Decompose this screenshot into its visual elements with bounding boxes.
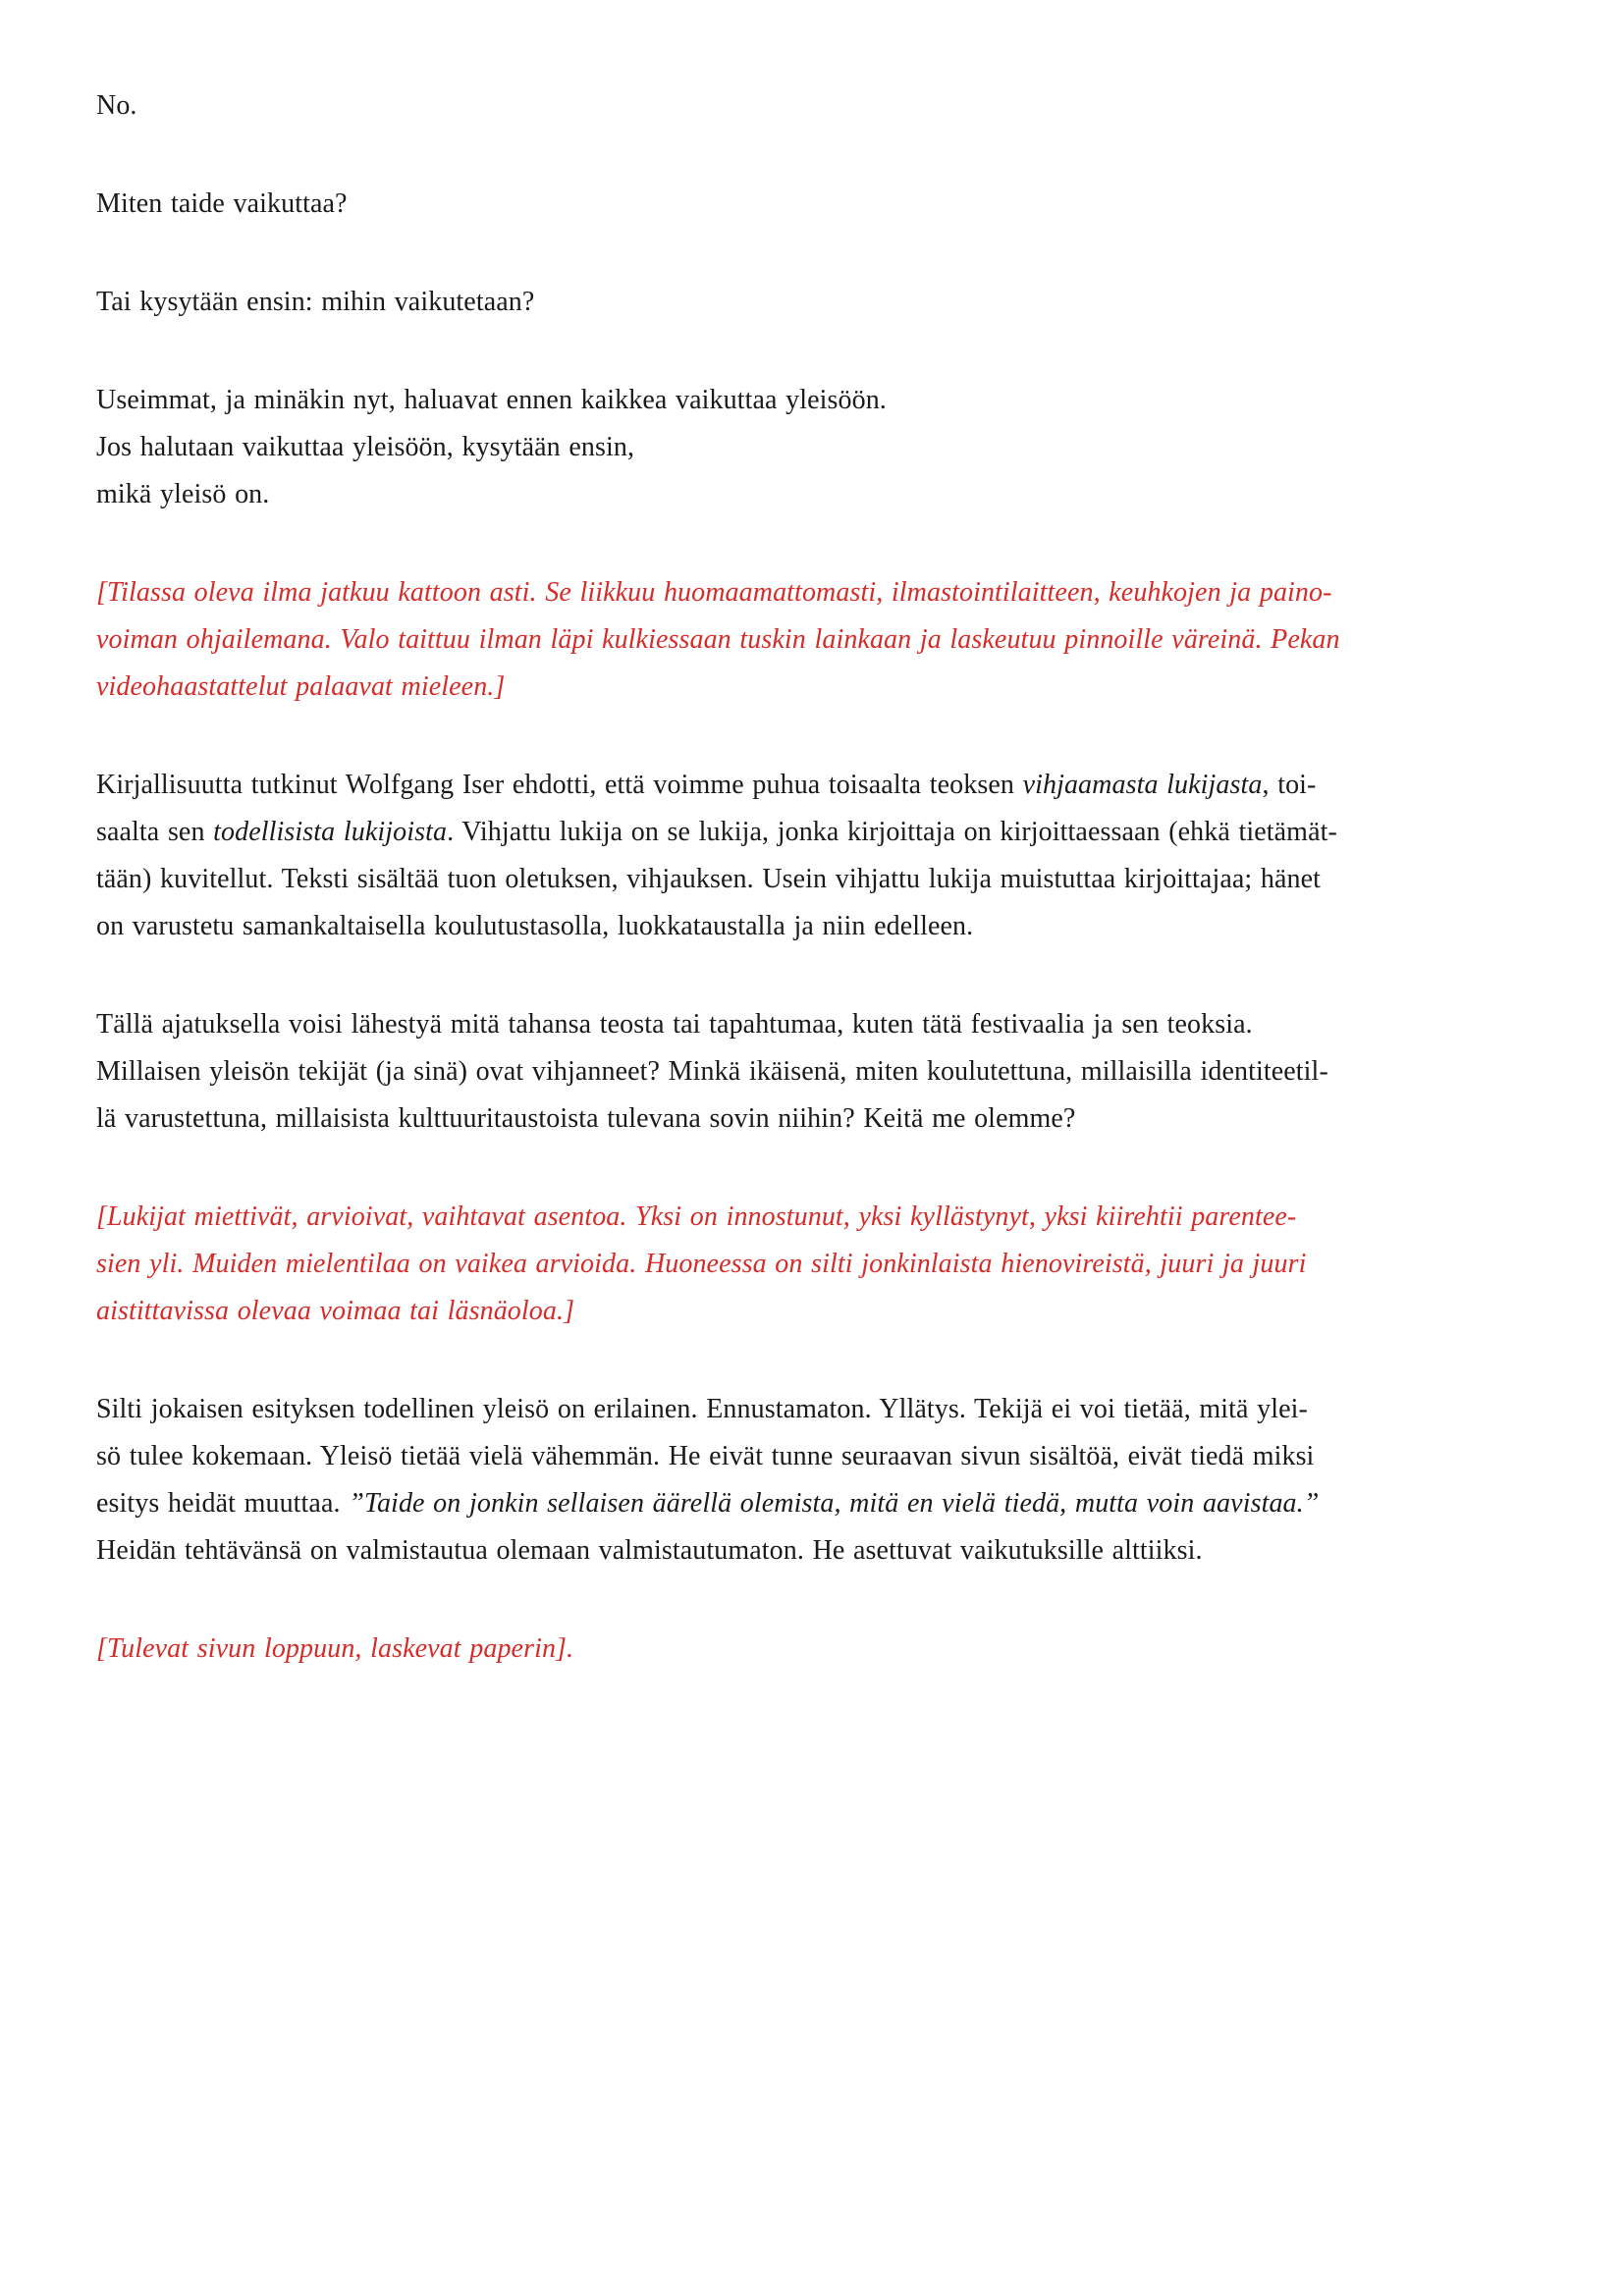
implied-audience-paragraph (96, 1001, 1532, 1143)
text-run: [Lukijat miettivät, arvioivat, vaihtavat asentoa. Yksi on innostunut, yksi kyllästynyt, yksi kiirehtii parentee- (96, 1201, 1297, 1232)
text-run: Heidän tehtävänsä on valmistautua olemaan valmistautumaton. He asettuvat vaikutuksille alttiiksi. (96, 1535, 1203, 1566)
text-run: aistittavissa olevaa voimaa tai läsnäoloa.] (96, 1296, 575, 1326)
text-run: , toi- (1262, 770, 1317, 800)
text-run: lä varustettuna, millaisista kulttuuritaustoista tulevana sovin niihin? Keitä me olemme? (96, 1103, 1076, 1134)
intro-paragraph (96, 377, 1532, 518)
real-audience-paragraph (96, 1386, 1532, 1575)
text-run: [Tulevat sivun loppuun, laskevat paperin]. (96, 1633, 574, 1664)
text-run: esitys heidät muuttaa. (96, 1488, 350, 1519)
question-line-2 (96, 279, 1532, 326)
stage-direction-1 (96, 569, 1532, 711)
text-run: sien yli. Muiden mielentilaa on vaikea arvioida. Huoneessa on silti jonkinlaista hienovireistä, juuri ja juuri (96, 1249, 1307, 1279)
text-run: voiman ohjailemana. Valo taittuu ilman läpi kulkiessaan tuskin lainkaan ja laskeutuu pinnoille väreinä. Pekan (96, 624, 1340, 655)
text-run: on varustetu samankaltaisella koulutustasolla, luokkataustalla ja niin edelleen. (96, 911, 974, 941)
text-run: saalta sen (96, 817, 214, 847)
text-run: Miten taide vaikuttaa? (96, 188, 348, 219)
iser-paragraph (96, 762, 1532, 950)
question-line-1 (96, 181, 1532, 228)
text-run: tään) kuvitellut. Teksti sisältää tuon oletuksen, vihjauksen. Usein vihjattu lukija muistuttaa kirjoittajaa; hänet (96, 864, 1322, 894)
text-run: Millaisen yleisön tekijät (ja sinä) ovat vihjanneet? Minkä ikäisenä, miten koulutettuna, millaisilla identiteetil- (96, 1056, 1328, 1087)
stage-direction-3 (96, 1626, 1532, 1673)
text-run: . Vihjattu lukija on se lukija, jonka kirjoittaja on kirjoittaessaan (ehkä tietämät- (447, 817, 1337, 847)
text-run: Tai kysytään ensin: mihin vaikutetaan? (96, 287, 535, 317)
text-run: No. (96, 90, 137, 121)
text-run: videohaastattelut palaavat mieleen.] (96, 671, 506, 702)
stage-direction-2 (96, 1194, 1532, 1335)
text-run: Kirjallisuutta tutkinut Wolfgang Iser ehdotti, että voimme puhua toisaalta teoksen (96, 770, 1023, 800)
emphasis-text: vihjaamasta lukijasta (1022, 770, 1263, 800)
text-run: sö tulee kokemaan. Yleisö tietää vielä vähemmän. He eivät tunne seuraavan sivun sisältöä, eivät tiedä miksi (96, 1441, 1315, 1471)
emphasis-text: ”Taide on jonkin sellaisen äärellä olemista, mitä en vielä tiedä, mutta voin aavistaa.” (349, 1488, 1320, 1519)
text-run: [Tilassa oleva ilma jatkuu kattoon asti. Se liikkuu huomaamattomasti, ilmastointilaitteen, keuhkojen ja paino- (96, 577, 1332, 608)
text-run: Silti jokaisen esityksen todellinen yleisö on erilainen. Ennustamaton. Yllätys. Tekijä ei voi tietää, mitä ylei- (96, 1394, 1308, 1424)
text-run: Jos halutaan vaikuttaa yleisöön, kysytään ensin, (96, 432, 635, 462)
text-run: Tällä ajatuksella voisi lähestyä mitä tahansa teosta tai tapahtumaa, kuten tätä festivaalia ja sen teoksia. (96, 1009, 1253, 1040)
opening-line (96, 82, 1532, 130)
text-run: mikä yleisö on. (96, 479, 270, 509)
emphasis-text: todellisista lukijoista (213, 817, 448, 847)
text-run: Useimmat, ja minäkin nyt, haluavat ennen kaikkea vaikuttaa yleisöön. (96, 385, 887, 415)
